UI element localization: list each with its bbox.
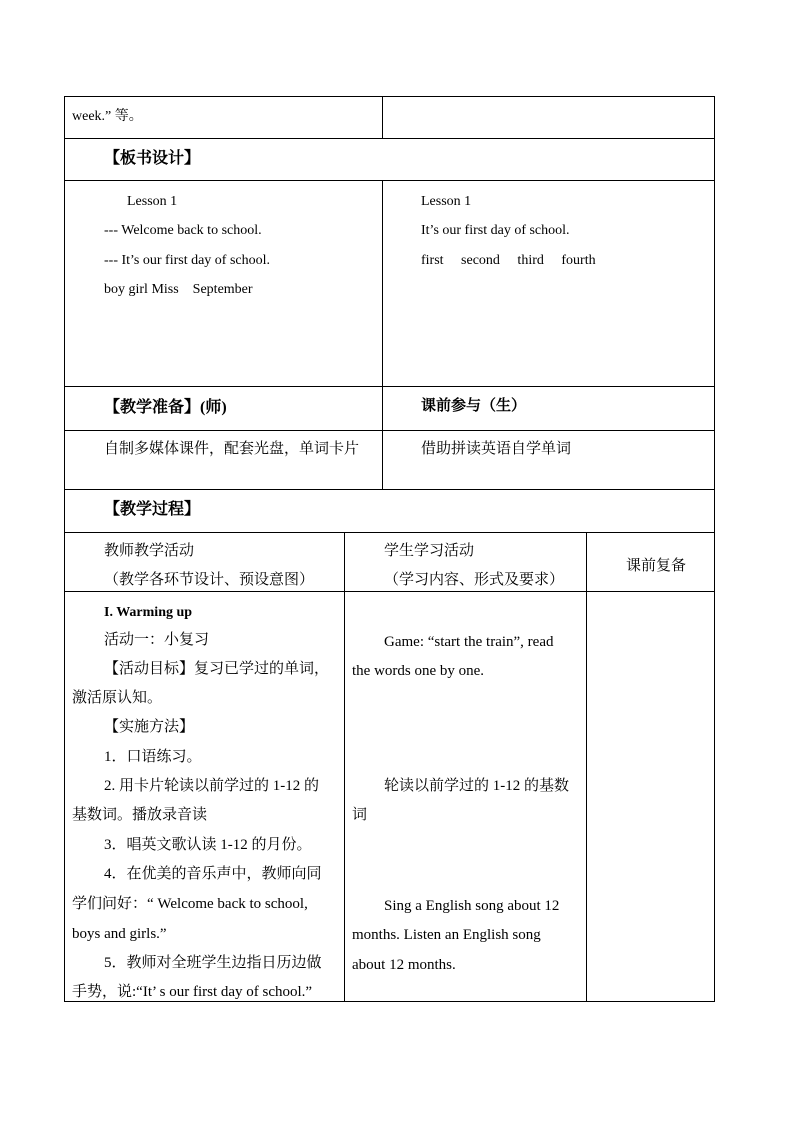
table-border [64,430,715,431]
table-border [64,386,715,387]
teacher-activity-line: I. Warming up [104,605,193,620]
student-column-title: 学生学习活动 [384,543,475,559]
student-activity-line: about 12 months. [352,957,456,973]
board-right-line: first second third fourth [421,253,596,268]
teacher-activity-line: 活动一：小复习 [104,632,210,648]
table-border [586,532,587,1002]
table-border [64,532,715,533]
teacher-activity-line: 基数词。播放录音读 [72,807,208,823]
teacher-prep-heading: 【教学准备】(师) [104,399,227,416]
teacher-activity-line: 2. 用卡片轮读以前学过的 1-12 的 [104,778,319,794]
teacher-activity-line: 手势，说:“It’ s our first day of school.” [72,984,313,1000]
table-border [64,180,715,181]
teacher-activity-line: 【活动目标】复习已学过的单词， [104,661,330,677]
student-column-subtitle: （学习内容、形式及要求） [384,572,565,588]
teacher-prep-text: 自制多媒体课件，配套光盘，单词卡片 [104,441,360,457]
board-right-line: Lesson 1 [421,194,472,209]
teacher-activity-line: boys and girls.” [72,926,167,942]
table-border [64,489,715,490]
table-border [64,96,715,97]
prep-notes-column-title: 课前复备 [626,558,687,574]
table-border [714,96,715,1002]
board-heading: 【板书设计】 [104,150,201,167]
student-prep-text: 借助拼读英语自学单词 [421,441,572,457]
teacher-activity-line: 学们问好：“ Welcome back to school, [72,896,308,912]
teacher-column-title: 教师教学活动 [104,543,195,559]
table-border [64,138,715,139]
teacher-activity-line: 5．教师对全班学生边指日历边做 [104,955,322,971]
student-activity-line: the words one by one. [352,663,485,679]
board-left-line: Lesson 1 [127,194,178,209]
student-prep-heading: 课前参与（生） [421,398,527,414]
table-border [382,180,383,489]
board-right-line: It’s our first day of school. [421,223,570,238]
process-heading: 【教学过程】 [104,501,201,518]
student-activity-line: Game: “start the train”, read [384,634,554,650]
student-activity-line: 词 [352,807,368,823]
table-border [64,591,715,592]
row1-left-text: week.” 等。 [72,109,143,124]
student-activity-line: months. Listen an English song [352,927,541,943]
teacher-activity-line: 3．唱英文歌认读 1-12 的月份。 [104,837,312,853]
board-left-line: --- It’s our first day of school. [104,253,271,268]
table-border [382,96,383,138]
teacher-column-subtitle: （教学各环节设计、预设意图） [104,572,315,588]
table-border [64,96,65,1002]
teacher-activity-line: 【实施方法】 [104,719,195,735]
teacher-activity-line: 1．口语练习。 [104,749,202,765]
board-left-line: --- Welcome back to school. [104,223,262,238]
board-left-line: boy girl Miss September [104,282,253,297]
teacher-activity-line: 4．在优美的音乐声中，教师向同 [104,866,322,882]
table-border [64,1001,715,1002]
student-activity-line: Sing a English song about 12 [384,898,560,914]
table-border [344,532,345,1002]
student-activity-line: 轮读以前学过的 1-12 的基数 [384,778,569,794]
teacher-activity-line: 激活原认知。 [72,690,163,706]
